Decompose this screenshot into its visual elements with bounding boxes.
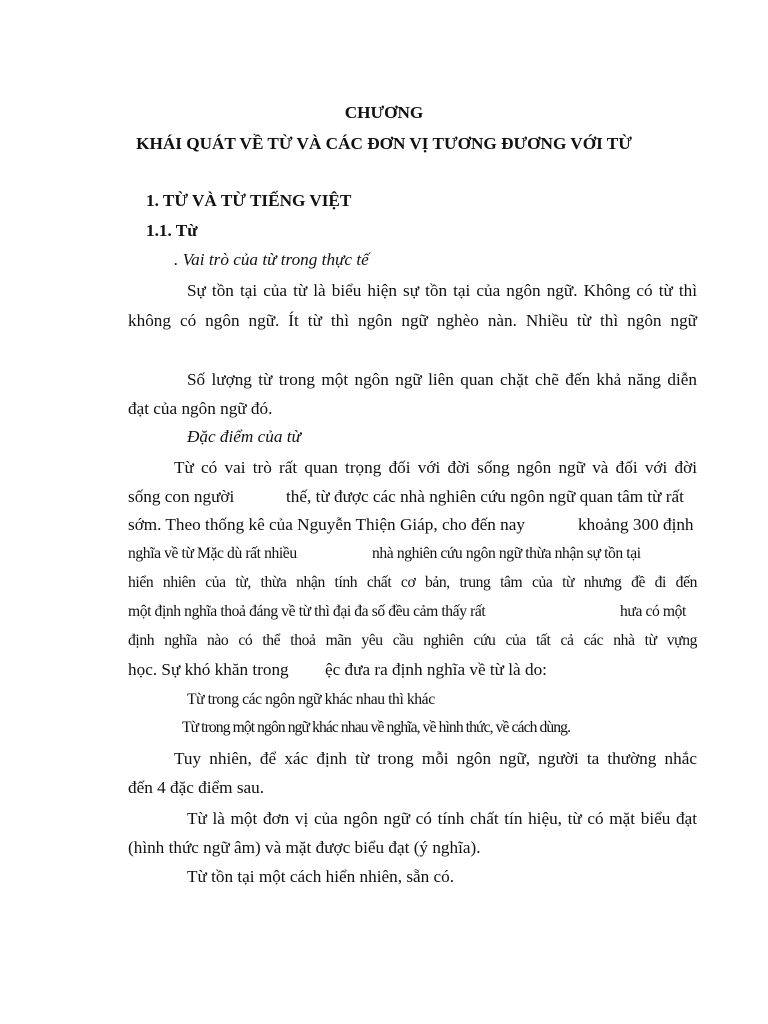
paragraph-fragment: hưa có một — [620, 603, 686, 620]
paragraph-fragment: thế, từ được các nhà nghiên cứu ngôn ngữ quan tâm từ rất — [286, 487, 684, 506]
paragraph-line: đạt của ngôn ngữ đó. — [128, 399, 273, 418]
paragraph-fragment: một định nghĩa thoả đáng về từ thì đại đa số đều cảm thấy rất — [128, 603, 486, 620]
subheading-role: . Vai trò của từ trong thực tế — [174, 250, 369, 269]
paragraph-fragment: nghĩa về từ Mặc dù rất nhiều — [128, 545, 297, 562]
section-heading: 1. TỪ VÀ TỪ TIẾNG VIỆT — [146, 191, 352, 210]
paragraph-fragment: sống con người — [128, 487, 235, 506]
paragraph-line: định nghĩa nào có thể thoả mãn yêu cầu nghiên cứu của tất cả các nhà từ vựng — [128, 632, 697, 649]
paragraph-line: Tuy nhiên, để xác định từ trong mỗi ngôn ngữ, người ta thường nhắc — [174, 749, 697, 768]
reason-item: Từ trong các ngôn ngữ khác nhau thì khác — [187, 691, 435, 708]
paragraph-line: hiển nhiên của từ, thừa nhận tính chất cơ bản, trung tâm của từ nhưng đề đi đến — [128, 574, 697, 591]
reason-item: Từ trong một ngôn ngữ khác nhau về nghĩa, về hình thức, về cách dùng. — [182, 719, 571, 736]
subsection-heading: 1.1. Từ — [146, 221, 198, 240]
paragraph-line: Từ tồn tại một cách hiển nhiên, sẵn có. — [187, 867, 455, 886]
paragraph-line: Từ có vai trò rất quan trọng đối với đời sống ngôn ngữ và đối với đời — [174, 458, 697, 477]
paragraph-fragment: sớm. Theo thống kê của Nguyễn Thiện Giáp, cho đến nay — [128, 515, 525, 534]
paragraph-line: Sự tồn tại của từ là biểu hiện sự tồn tại của ngôn ngữ. Không có từ thì — [187, 281, 697, 300]
paragraph-line: Từ là một đơn vị của ngôn ngữ có tính chất tín hiệu, từ có mặt biểu đạt — [187, 809, 697, 828]
paragraph-line: Số lượng từ trong một ngôn ngữ liên quan chặt chẽ đến khả năng diễn — [187, 370, 697, 389]
paragraph-fragment: nhà nghiên cứu ngôn ngữ thừa nhận sự tồn tại — [372, 545, 641, 562]
subheading-features: Đặc điểm của từ — [187, 427, 301, 446]
paragraph-line: đến 4 đặc điểm sau. — [128, 778, 265, 797]
paragraph-line: không có ngôn ngữ. Ít từ thì ngôn ngữ nghèo nàn. Nhiều từ thì ngôn ngữ — [128, 311, 697, 330]
paragraph-fragment: học. Sự khó khăn trong — [128, 660, 289, 679]
chapter-title: KHÁI QUÁT VỀ TỪ VÀ CÁC ĐƠN VỊ TƯƠNG ĐƯƠNG VỚI TỪ — [136, 134, 632, 153]
chapter-label: CHƯƠNG — [344, 103, 424, 122]
paragraph-line: (hình thức ngữ âm) và mặt được biểu đạt (ý nghĩa). — [128, 838, 481, 857]
paragraph-fragment: khoảng 300 định — [578, 515, 694, 534]
paragraph-fragment: ệc đưa ra định nghĩa về từ là do: — [325, 660, 547, 679]
